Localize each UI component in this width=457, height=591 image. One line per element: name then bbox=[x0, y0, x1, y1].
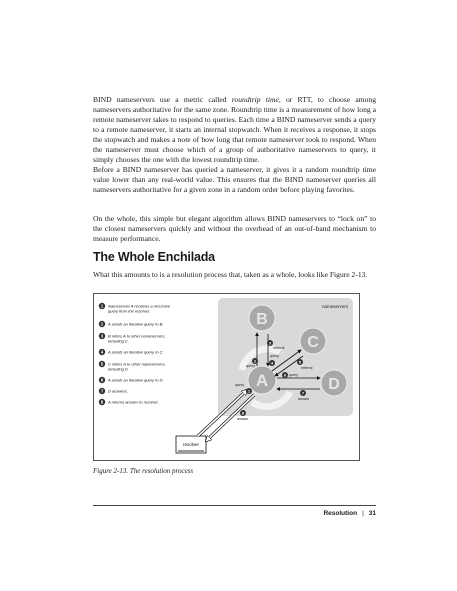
label-query-4: query bbox=[270, 354, 279, 358]
paragraph-lock-on: On the whole, this simple but elegant algorithm allows BIND nameservers to “lock on” to the closest nameservers quickly and without the overhead of an out-of-band mechanism to measure performance. bbox=[93, 214, 376, 244]
step-1-num: 1 bbox=[100, 303, 104, 309]
paragraph-random-rtt: Before a BIND nameserver has queried a nameserver, it gives it a random roundtrip time value lower than any real-world value. This ensures that the BIND nameserver queries all nameservers authoritative for a given zone in a random order before playing favorites. bbox=[93, 165, 376, 195]
label-answer-8: answer bbox=[237, 417, 249, 421]
step-6-num: 6 bbox=[100, 377, 104, 383]
step-7-text: D answers. bbox=[108, 388, 129, 394]
node-c-letter: C bbox=[307, 334, 319, 351]
label-query-6: query bbox=[289, 373, 298, 377]
label-answer-7: answer bbox=[298, 397, 310, 401]
node-d-letter: D bbox=[328, 376, 340, 393]
step-5-text-cont: including D. bbox=[108, 366, 129, 372]
resolution-diagram bbox=[94, 294, 359, 460]
step-6-text: A sends an iterative query to D. bbox=[108, 377, 164, 383]
p1-text-b: , or RTT, to choose among nameservers authoritative for the same zone. Roundtrip time is a measurement of how long a remote nameserver takes to respond to queries. Each time a BIND nameserver sends a query to a remote nameserver, it starts an internal stopwatch. When it receives a response, it stops the stopwatch and makes a note of how long that remote nameserver took to respond. When the nameserver must choose which of a group of authoritative nameservers to query, it simply chooses the one with the lowest roundtrip time. bbox=[93, 95, 376, 165]
label-query-2: query bbox=[246, 364, 255, 368]
badge-3-num: 3 bbox=[268, 340, 272, 346]
step-4-num: 4 bbox=[100, 349, 104, 355]
badge-7-num: 7 bbox=[301, 390, 305, 396]
node-a-letter: A bbox=[255, 371, 269, 390]
resolver-label: resolver bbox=[182, 442, 200, 447]
badge-2-num: 2 bbox=[253, 358, 257, 364]
step-8-num: 8 bbox=[100, 399, 104, 405]
step-legend bbox=[99, 303, 171, 405]
footer-rule bbox=[93, 505, 376, 506]
figure-caption: Figure 2-13. The resolution process bbox=[93, 467, 194, 475]
nameservers-label: nameservers bbox=[322, 304, 349, 309]
paragraph-figure-intro: What this amounts to is a resolution process that, taken as a whole, looks like Figure 2-13. bbox=[93, 270, 368, 279]
badge-1-num: 1 bbox=[247, 388, 251, 394]
step-2-num: 2 bbox=[100, 321, 104, 327]
badge-8-num: 8 bbox=[241, 410, 245, 416]
page-number: 31 bbox=[368, 510, 376, 517]
label-referral-c: referral bbox=[301, 366, 313, 370]
section-heading: The Whole Enchilada bbox=[93, 250, 215, 264]
step-3-text: B refers A to other nameservers, bbox=[108, 333, 166, 339]
p1-text-a: BIND nameservers use a metric called bbox=[93, 95, 232, 104]
step-3-num: 3 bbox=[100, 333, 104, 339]
step-5-num: 5 bbox=[100, 361, 104, 367]
node-b-letter: B bbox=[256, 311, 268, 328]
paragraph-rtt bbox=[93, 95, 376, 165]
badge-4-num: 4 bbox=[270, 360, 274, 366]
step-3-text-cont: including C. bbox=[108, 338, 129, 344]
label-referral-b: referral bbox=[273, 346, 285, 350]
step-5-text: C refers A to other nameservers, bbox=[108, 361, 166, 367]
resolution-figure bbox=[93, 293, 360, 461]
page-footer bbox=[323, 510, 376, 517]
step-4-text: A sends an iterative query to C. bbox=[108, 349, 164, 355]
step-7-num: 7 bbox=[100, 388, 104, 394]
step-2-text: A sends an iterative query to B. bbox=[108, 321, 164, 327]
badge-5-num: 5 bbox=[298, 359, 302, 365]
step-8-text: A returns answer to resolver. bbox=[108, 399, 159, 405]
step-1-text: Nameserver A receives a recursive bbox=[108, 303, 170, 309]
p1-term-roundtrip-time: roundtrip time bbox=[231, 95, 279, 104]
resolver-base bbox=[178, 450, 204, 452]
footer-separator: | bbox=[362, 510, 364, 517]
footer-section: Resolution bbox=[323, 510, 358, 517]
label-query-1: query bbox=[235, 383, 244, 387]
badge-6-num: 6 bbox=[283, 372, 287, 378]
step-1-text-cont: query from the resolver. bbox=[108, 308, 151, 314]
